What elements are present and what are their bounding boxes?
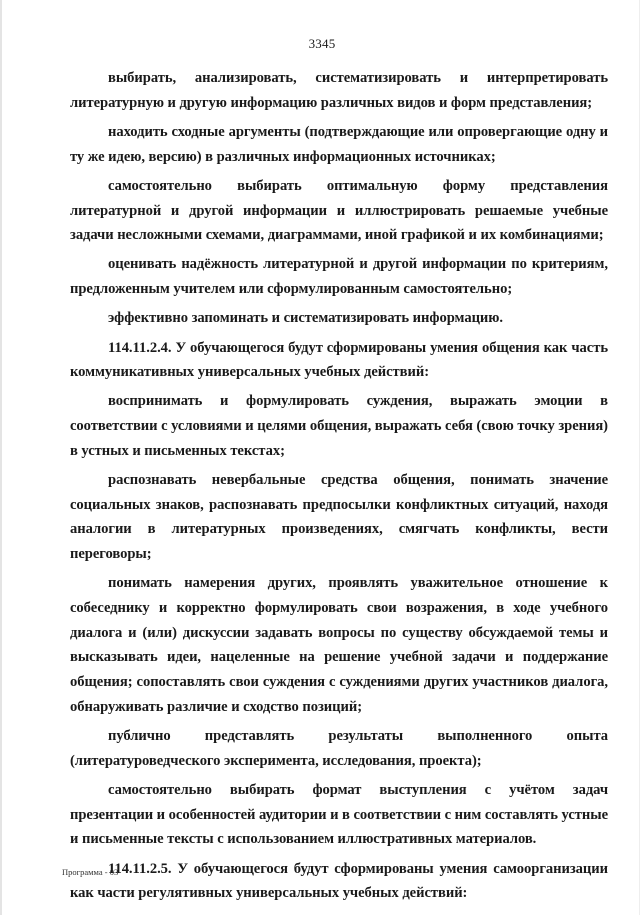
paragraph: понимать намерения других, проявлять уважительное отношение к собеседнику и корректно формулировать свои возражения, в ходе учебного диалога и (или) дискуссии задавать вопросы по существу обсуждаемой темы и высказывать идеи, нацеленные на решение учебной задачи и поддержание общения; сопоставлять свои суждения с суждениями других участников диалога, обнаруживать различие и сходство позиций; <box>70 575 608 715</box>
paragraph: самостоятельно выбирать оптимальную форму представления литературной и другой информации и иллюстрировать решаемые учебные задачи несложными схемами, диаграммами, иной графикой и их комбинациями; <box>70 177 608 244</box>
paragraph: оценивать надёжность литературной и другой информации по критериям, предложенным учителем или сформулированным самостоятельно; <box>70 256 608 298</box>
page-footer: Программа - 03 <box>62 867 119 877</box>
paragraph: распознавать невербальные средства общения, понимать значение социальных знаков, распознавать предпосылки конфликтных ситуаций, находя аналогии в литературных произведениях, смягчать конфликты, вести переговоры; <box>70 472 608 563</box>
paragraph: публично представлять результаты выполненного опыта (литературоведческого эксперимента, исследования, проекта); <box>70 728 608 769</box>
paragraph: находить сходные аргументы (подтверждающие или опровергающие одну и ту же идею, версию) в различных информационных источниках; <box>70 123 608 165</box>
paragraph: эффективно запоминать и систематизировать информацию. <box>108 310 503 327</box>
paragraph: самостоятельно выбирать формат выступления с учётом задач презентации и особенностей аудитории и в соответствии с ним составлять устные и письменные тексты с использованием иллюстративных материалов. <box>70 781 608 848</box>
paragraph: воспринимать и формулировать суждения, выражать эмоции в соответствии с условиями и целями общения, выражать себя (свою точку зрения) в устных и письменных текстах; <box>70 393 608 459</box>
section-heading-paragraph: 114.11.2.4. У обучающегося будут сформированы умения общения как часть коммуникативных универсальных учебных действий: <box>70 339 608 381</box>
section-heading-paragraph: 114.11.2.5. У обучающегося будут сформированы умения самоорганизации как части регулятивных универсальных учебных действий: <box>70 860 608 902</box>
page-number: 3345 <box>308 36 336 51</box>
paragraph: выбирать, анализировать, систематизировать и интерпретировать литературную и другую информацию различных видов и форм представления; <box>70 70 608 111</box>
page-body <box>70 66 608 911</box>
